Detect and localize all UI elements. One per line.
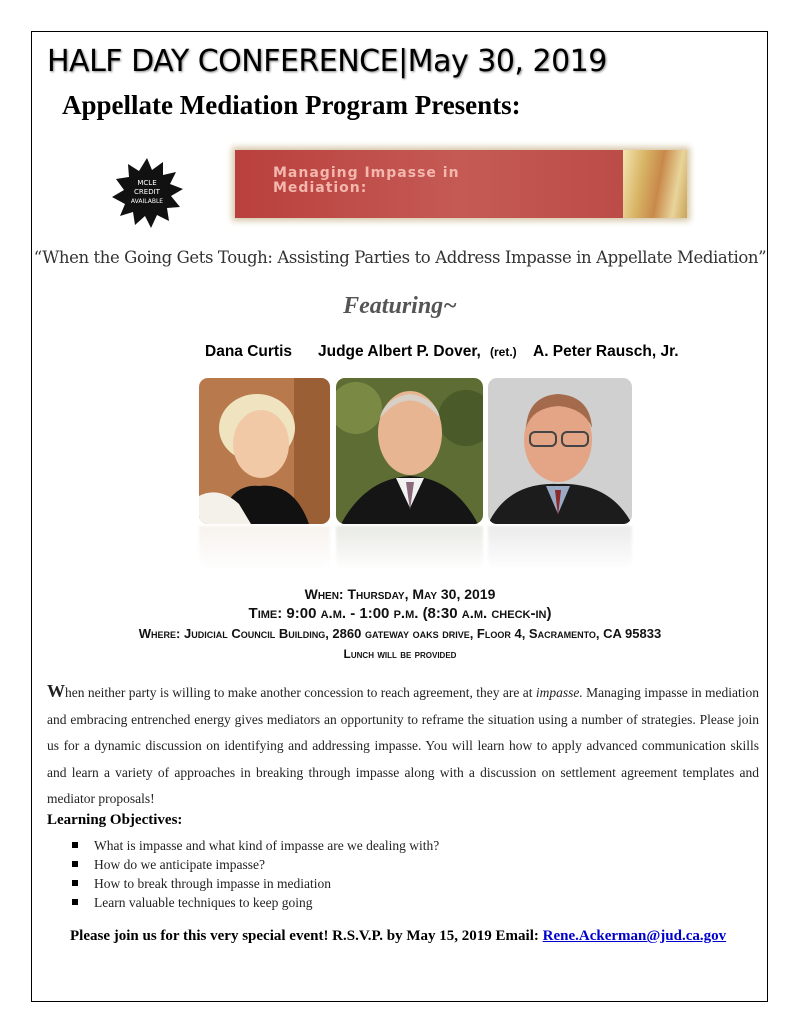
intro-paragraph: When neither party is willing to make another concession to reach agreement, they are at impasse. Managing impasse in mediation and embracing entrenched energy gives mediators an opportunity to reframe the situation using a number of strategies. Please join us for a dynamic discussion on identifying and addressing impasse. You will learn how to apply advanced communication skills and learn a variety of approaches in breaking through impasse along with a discussion on settlement agreement templates and mediator proposals! [47,681,760,806]
speaker-photo-2 [336,378,483,524]
list-item: Learn valuable techniques to keep going [72,893,439,912]
impasse-emphasis: impasse. [535,685,583,700]
event-date: When: Thursday, May 30, 2019 [304,586,496,602]
session-title: “When the Going Gets Tough: Assisting Parties to Address Impasse in Appellate Mediation” [33,248,767,267]
objectives-title: Learning Objectives: [47,812,183,828]
banner-artwork [623,150,687,218]
event-location: Where: Judicial Council Building, 2860 gateway oaks drive, Floor 4, Sacramento, CA 95833 [138,626,662,641]
list-item: How do we anticipate impasse? [72,855,439,874]
banner-line1: Managing Impasse in [273,165,460,181]
rsvp-email-link[interactable]: Rene.Ackerman@jud.ca.gov [542,928,727,944]
featuring-heading: Featuring~ [343,293,457,319]
event-time: Time: 9:00 a.m. - 1:00 p.m. (8:30 a.m. check-in) [248,605,552,622]
speaker-photo-1-reflection [199,526,330,570]
badge-line2: CREDIT [134,188,160,196]
presents-title: Appellate Mediation Program Presents: [62,90,521,120]
badge-line1: MCLE [137,179,157,187]
objectives-list [72,836,439,912]
mcle-credit-badge [110,158,184,228]
rsvp-line: Please join us for this very special event! R.S.V.P. by May 15, 2019 Email: Rene.Ackerman@jud.ca.gov [70,928,727,944]
topic-banner [235,150,687,218]
drop-letter: W [47,681,65,701]
badge-line3: AVAILABLE [130,198,164,205]
speaker-name-2: Judge Albert P. Dover, [318,343,481,360]
lunch-note: Lunch will be provided [343,647,457,661]
banner-line2: Mediation: [273,180,368,196]
list-item: What is impasse and what kind of impasse are we dealing with? [72,836,439,855]
list-item: How to break through impasse in mediation [72,874,439,893]
speaker-name-1: Dana Curtis [205,343,292,360]
speaker-photo-3 [488,378,632,524]
speaker-photo-2-reflection [336,526,483,570]
speaker-photo-3-reflection [488,526,632,570]
speaker-name-3: A. Peter Rausch, Jr. [533,343,679,360]
speaker-photo-1 [199,378,330,524]
headline: HALF DAY CONFERENCE|May 30, 2019 [47,44,607,79]
speaker-name-2-suffix: (ret.) [490,345,517,359]
